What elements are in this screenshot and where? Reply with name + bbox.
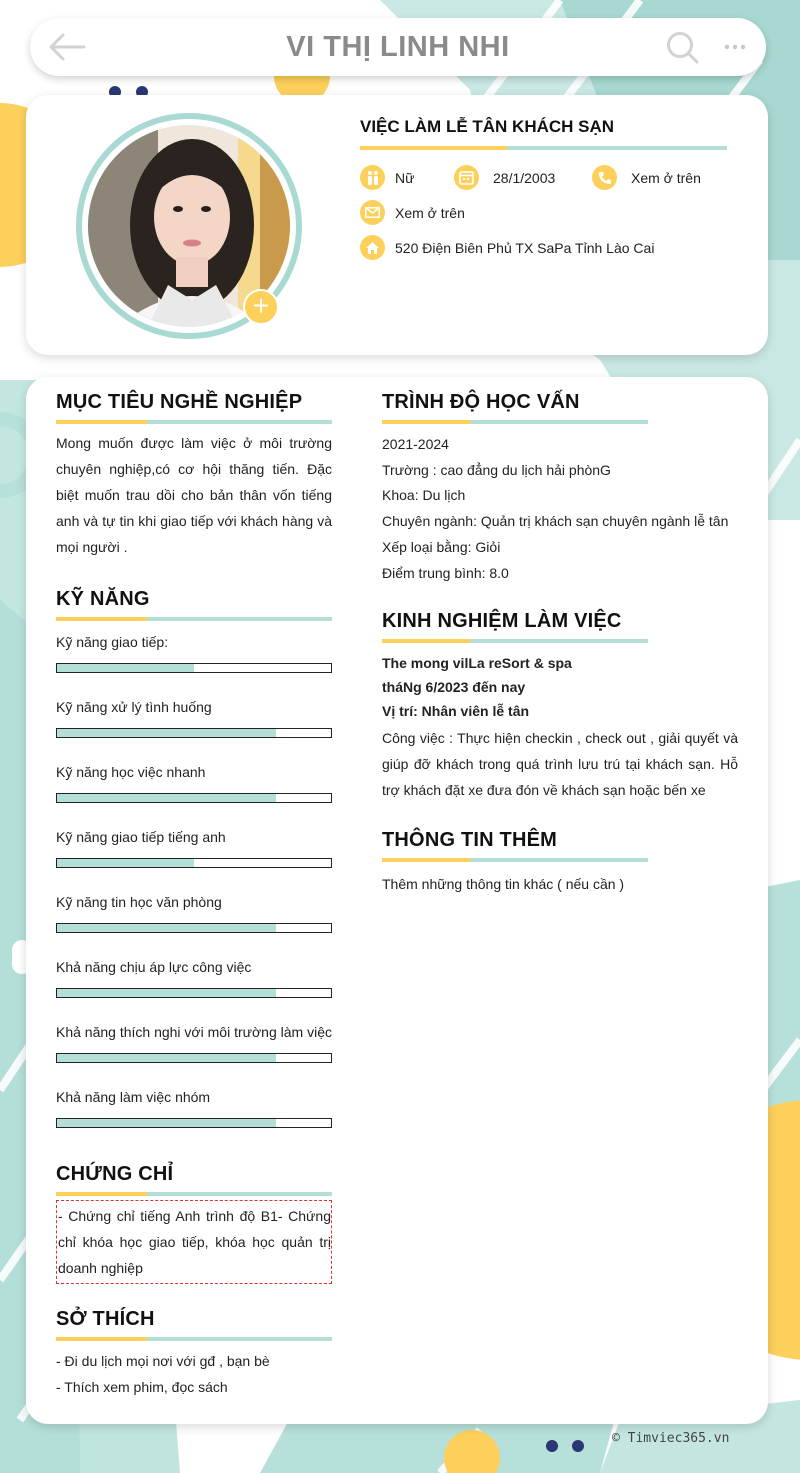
- skill-bar: [56, 728, 332, 738]
- skill-label: Khả năng chịu áp lực công việc: [56, 959, 252, 975]
- skill-bar: [56, 988, 332, 998]
- hobbies-section: [56, 1308, 332, 1400]
- skill-bar: [56, 1118, 332, 1128]
- phone-row: [592, 165, 701, 190]
- certificates-title: CHỨNG CHỈ: [56, 1163, 174, 1185]
- skill-bar: [56, 793, 332, 803]
- education-grade: Xếp loại bằng: Giỏi: [382, 538, 501, 555]
- skill-item: [56, 634, 332, 650]
- experience-period: tháNg 6/2023 đến nay: [382, 679, 526, 695]
- skill-item: [56, 699, 332, 715]
- section-underline: [56, 617, 332, 621]
- skill-bar-fill: [57, 794, 276, 802]
- certificates-text[interactable]: - Chứng chỉ tiếng Anh trình độ B1- Chứng chỉ khóa học giao tiếp, khóa học quản trị doanh nghiệp: [56, 1200, 332, 1284]
- section-underline: [382, 420, 648, 424]
- phone-icon: [592, 165, 617, 190]
- objective-section: [56, 391, 332, 560]
- skill-item: [56, 829, 332, 845]
- email-row: [360, 200, 465, 225]
- candidate-name: VI THỊ LINH NHI: [286, 31, 510, 63]
- skill-label: Kỹ năng học việc nhanh: [56, 764, 206, 780]
- add-photo-button[interactable]: +: [243, 289, 279, 325]
- job-title: VIỆC LÀM LỄ TÂN KHÁCH SẠN: [360, 117, 615, 136]
- home-icon: [360, 235, 385, 260]
- skill-item: [56, 1024, 332, 1040]
- birthday-value: 28/1/2003: [493, 169, 556, 186]
- calendar-icon: [454, 165, 479, 190]
- certificates-section: [56, 1163, 332, 1284]
- education-school: Trường : cao đẳng du lịch hải phònG: [382, 461, 611, 478]
- skill-item: [56, 894, 332, 910]
- skill-bar-fill: [57, 1119, 276, 1127]
- section-underline: [56, 1192, 332, 1196]
- objective-text: Mong muốn được làm việc ở môi trường chuyên nghiệp,có cơ hội thăng tiến. Đặc biệt muốn trau dồi cho bản thân vốn tiếng anh và tự tin khi giao tiếp với khách hàng và mọi người .: [56, 435, 332, 555]
- skill-label: Kỹ năng tin học văn phòng: [56, 894, 222, 910]
- gender-value: Nữ: [395, 169, 415, 186]
- skills-section: [56, 588, 332, 621]
- additional-info-text: Thêm những thông tin khác ( nếu cần ): [382, 876, 625, 892]
- skill-label: Kỹ năng xử lý tình huống: [56, 699, 212, 715]
- skill-bar-fill: [57, 664, 194, 672]
- profile-card: [26, 95, 768, 355]
- experience-title: KINH NGHIỆM LÀM VIỆC: [382, 610, 622, 632]
- skill-label: Khả năng làm việc nhóm: [56, 1089, 211, 1105]
- birthday-row: [454, 165, 555, 190]
- skill-bar: [56, 1053, 332, 1063]
- skill-label: Kỹ năng giao tiếp tiếng anh: [56, 829, 226, 845]
- resume-content-card: [26, 377, 768, 1424]
- more-options-icon[interactable]: [724, 38, 746, 56]
- education-faculty: Khoa: Du lịch: [382, 487, 466, 504]
- objective-title: MỤC TIÊU NGHỀ NGHIỆP: [56, 391, 303, 413]
- skill-item: [56, 1089, 332, 1105]
- search-icon[interactable]: [666, 31, 700, 65]
- skill-bar-fill: [57, 1054, 276, 1062]
- hobbies-title: SỞ THÍCH: [56, 1308, 155, 1330]
- phone-value: Xem ở trên: [631, 169, 701, 186]
- experience-section: [382, 610, 738, 803]
- email-value: Xem ở trên: [395, 204, 465, 221]
- skill-bar: [56, 663, 332, 673]
- education-major: Chuyên ngành: Quản trị khách sạn chuyên ngành lễ tân: [382, 513, 729, 530]
- section-underline: [382, 858, 648, 862]
- education-gpa: Điểm trung bình: 8.0: [382, 564, 509, 581]
- skill-bar-fill: [57, 729, 276, 737]
- skill-item: [56, 959, 332, 975]
- skill-bar-fill: [57, 989, 276, 997]
- education-title: TRÌNH ĐỘ HỌC VẤN: [382, 391, 580, 413]
- experience-company: The mong vilLa reSort & spa: [382, 655, 572, 671]
- address-row: [360, 235, 654, 260]
- education-section: [382, 391, 742, 586]
- section-underline: [382, 639, 648, 643]
- additional-info-title: THÔNG TIN THÊM: [382, 829, 558, 851]
- skill-label: Khả năng thích nghi với môi trường làm việc: [56, 1024, 332, 1040]
- job-title-underline: [360, 146, 727, 150]
- skill-bar-fill: [57, 924, 276, 932]
- section-underline: [56, 420, 332, 424]
- skill-bar-fill: [57, 859, 194, 867]
- skills-title: KỸ NĂNG: [56, 588, 150, 610]
- skill-bar: [56, 923, 332, 933]
- education-period: 2021-2024: [382, 436, 449, 452]
- gender-icon: [360, 165, 385, 190]
- footer-credit: © Timviec365.vn: [612, 1431, 730, 1446]
- experience-description: Công việc : Thực hiện checkin , check out , giải quyết và giúp đỡ khách trong quá trình lưu trú tại khách sạn. Hỗ trợ khách đặt xe đưa đón về khách sạn hoặc bến xe: [382, 730, 738, 798]
- experience-position: Vị trí: Nhân viên lễ tân: [382, 703, 530, 719]
- skill-item: [56, 764, 332, 780]
- hobby-item: - Đi du lịch mọi nơi với gđ , bạn bè: [56, 1353, 270, 1369]
- skill-label: Kỹ năng giao tiếp:: [56, 634, 169, 650]
- email-icon: [360, 200, 385, 225]
- top-bar: [30, 18, 766, 76]
- section-underline: [56, 1337, 332, 1341]
- additional-info-section: [382, 829, 738, 898]
- address-value: 520 Điện Biên Phủ TX SaPa Tỉnh Lào Cai: [395, 239, 655, 256]
- hobby-item: - Thích xem phim, đọc sách: [56, 1378, 228, 1395]
- gender-row: [360, 165, 414, 190]
- skill-bar: [56, 858, 332, 868]
